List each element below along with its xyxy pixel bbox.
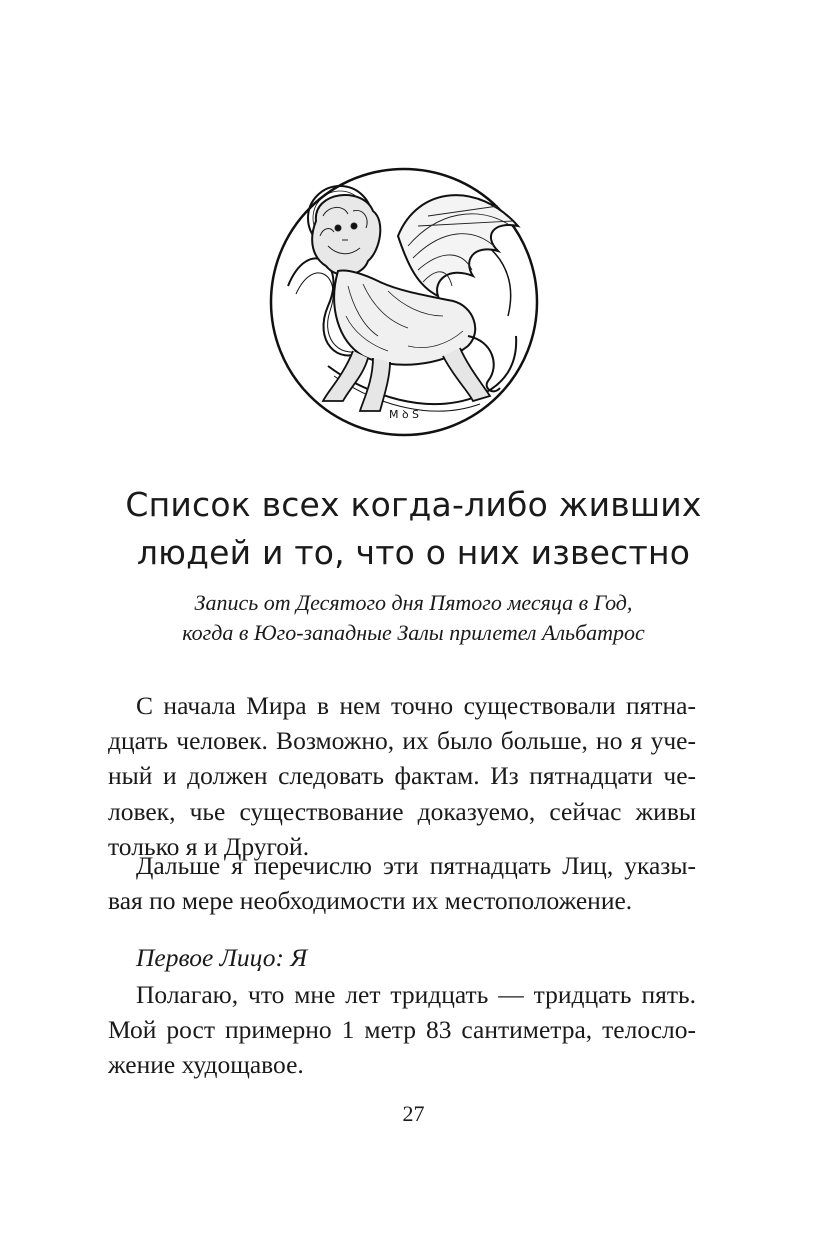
text-line: С начала Мира в нем точно существовали пятна- [136,691,696,720]
chapter-subtitle-line: когда в Юго-западные Залы прилетел Альбатрос [182,620,645,645]
page-number: 27 [402,1101,425,1126]
paragraph [108,688,696,864]
text-line: ный и должен следовать фактам. Из пятнадцати че- [108,761,696,791]
chapter-subtitle-line: Запись от Десятого дня Пятого месяца в Год, [194,590,633,615]
chapter-title-line: людей и то, что о них известно [136,533,691,572]
text-line: ловек, чье существование доказуемо, сейчас живы [108,796,696,826]
text-line: Полагаю, что мне лет тридцать — тридцать пять. [136,980,696,1009]
chapter-title-line: Список всех когда-либо живших [125,485,702,524]
monogram-text: M ꝺ S [388,408,420,421]
chapter-title [60,481,767,577]
winged-lion-emblem-icon [268,166,540,438]
text-line: дцать человек. Возможно, их было больше, но я уче- [108,726,696,756]
chapter-subtitle [80,588,747,648]
text-line: только я и Другой. [108,831,310,861]
text-line: вая по мере необходимости их местоположение. [108,886,633,916]
paragraph [108,848,696,918]
paragraph [108,977,696,1083]
text-line: Дальше я перечислю эти пятнадцать Лиц, указы- [136,851,696,880]
text-line: Мой рост примерно 1 метр 83 сантиметра, телосло- [108,1015,696,1045]
section-heading: Первое Лицо: Я [136,943,308,972]
text-line: жение худощавое. [108,1050,304,1080]
